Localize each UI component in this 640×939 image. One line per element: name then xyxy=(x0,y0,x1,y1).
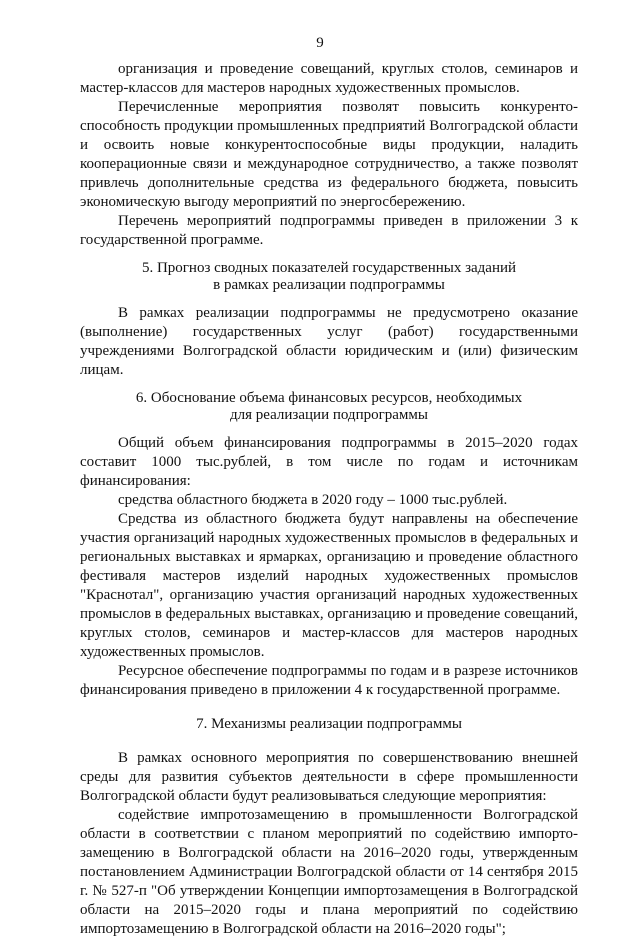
heading-line: для реализации подпрограммы xyxy=(230,407,428,423)
paragraph: В рамках реализации подпрограммы не предусмотрено оказание (выполнение) государственных услуг (работ) государственными учреждениями Волгоградской области юридическим и (или) физическим лицам. xyxy=(80,305,578,378)
paragraph: Средства из областного бюджета будут направлены на обеспечение участия организаций народных художественных промыслов в федеральных и региональных выставках и ярмарках, организацию и проведение областного фестиваля мастеров изделий народных художественных промыслов "Краснотал", организацию участия организаций народных художественных промыслов в федеральных выставках, организацию и проведение совещаний, круглых столов, семинаров и мастер-классов для мастеров народных художественных промыслов. xyxy=(80,511,578,660)
paragraph: содействие импротозамещению в промышленности Волгоградской области в соответствии с планом мероприятий по содействию импортозамещению в Волгоградской области на 2016–2020 годы, утвержденным постановлением Администрации Волгоградской области от 14 сентября 2015 г. № 527-п "Об утверждении Концепции импортозамещения в Волгоградской области на 2015–2020 годы и плана мероприятий по содействию импортозамещению в Волгоградской области на 2016–2020 годы"; xyxy=(80,807,578,937)
paragraph: организация и проведение совещаний, круглых столов, семинаров и мастер-классов для мастеров народных художественных промыслов. xyxy=(80,61,578,96)
paragraph: Перечисленные мероприятия позволят повысить конкурентоспособность продукции промышленных предприятий Волгоградской области и освоить новые конкурентоспособные виды продукции, наладить кооперационные связи и международное сотрудничество, а также позволят привлечь дополнительные средства из федерального бюджета, повысить экономическую выгоду мероприятий по энергосбережению. xyxy=(80,99,578,210)
page-number: 9 xyxy=(316,35,324,51)
paragraph: Ресурсное обеспечение подпрограммы по годам и в разрезе источников финансирования приведено в приложении 4 к государственной программе. xyxy=(80,663,578,698)
heading-line: 6. Обоснование объема финансовых ресурсов, необходимых xyxy=(135,390,523,406)
paragraph: Общий объем финансирования подпрограммы в 2015–2020 годах составит 1000 тыс.рублей, в том числе по годам и источникам финансирования: xyxy=(80,435,578,489)
paragraph: средства областного бюджета в 2020 году – 1000 тыс.рублей. xyxy=(118,492,508,508)
heading-line: 5. Прогноз сводных показателей государственных заданий xyxy=(141,260,517,276)
heading-line: в рамках реализации подпрограммы xyxy=(213,277,445,293)
section-5-heading xyxy=(80,260,578,294)
paragraph: В рамках основного мероприятия по совершенствованию внешней среды для развития субъектов деятельности в сфере промышленности Волгоградской области будут реализовываться следующие мероприятия: xyxy=(80,750,578,804)
paragraph: Перечень мероприятий подпрограммы приведен в приложении 3 к государственной программе. xyxy=(80,213,578,248)
section-6-heading xyxy=(80,390,578,424)
document-body xyxy=(80,60,578,939)
section-7-heading: 7. Механизмы реализации подпрограммы xyxy=(196,716,462,732)
